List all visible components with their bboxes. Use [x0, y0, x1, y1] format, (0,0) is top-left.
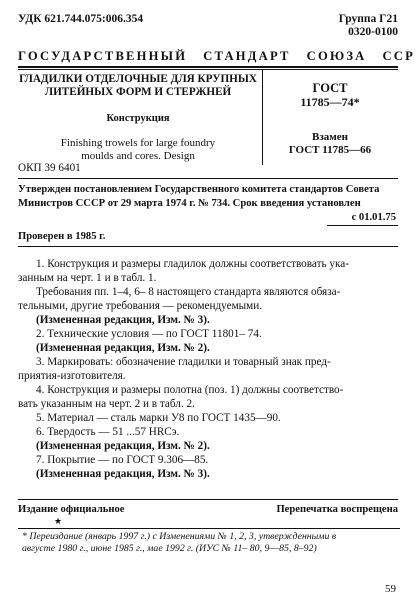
clause-1-line-2: занным на черт. 1 и в табл. 1. — [18, 272, 157, 284]
change-note-1: (Измененная редакция, Изм. № 3). — [36, 314, 210, 326]
effective-date-rule — [327, 225, 398, 226]
clause-6: 6. Твердость — 51 ...57 HRCэ. — [36, 426, 180, 438]
footnote-line-1: * Переиздание (январь 1997 г.) с Изменениями № 1, 2, 3, утвержденными в — [22, 531, 337, 542]
approval-rule — [18, 246, 398, 247]
official-edition: Издание официальное — [18, 504, 125, 515]
reprint-prohibited: Перепечатка воспрещена — [276, 504, 398, 515]
page-number: 59 — [385, 583, 396, 595]
approval-line-2: Министров СССР от 29 марта 1974 г. № 734. Срок введения установлен — [18, 198, 361, 209]
footer-rule — [18, 499, 398, 500]
section-rule — [18, 178, 398, 179]
clause-5: 5. Материал — сталь марки У8 по ГОСТ 1435—90. — [36, 412, 281, 424]
state-standard-banner: ГОСУДАРСТВЕННЫЙ СТАНДАРТ СОЮЗА ССР — [18, 49, 415, 63]
clause-1-note-line-1: Требования пп. 1–4, 6– 8 настоящего стандарта являются обяза- — [36, 286, 341, 298]
approval-line-1: Утвержден постановлением Государственного комитета стандартов Совета — [18, 184, 380, 195]
checked-year: Проверен в 1985 г. — [18, 231, 106, 242]
title-block — [18, 73, 258, 163]
okp-number: 0320-0100 — [348, 26, 398, 38]
footnote-rule — [18, 528, 400, 529]
clause-7: 7. Покрытие — по ГОСТ 9.306—85. — [36, 454, 209, 466]
replaces-label: Взамен — [312, 131, 348, 143]
title-line-1: ГЛАДИЛКИ ОТДЕЛОЧНЫЕ ДЛЯ КРУПНЫХ — [19, 73, 257, 85]
replaces-gost: ГОСТ 11785—66 — [288, 144, 372, 156]
banner-rule-thick — [18, 66, 398, 68]
clause-3-line-2: приятия-изготовителя. — [18, 370, 126, 382]
change-note-4: (Измененная редакция, Изм. № 3). — [36, 468, 210, 480]
clause-1-note-line-2: тельными, другие требования — рекомендуемыми. — [18, 300, 263, 312]
group-code: Группа Г21 — [338, 13, 398, 25]
clause-3-line-1: 3. Маркировать: обозначение гладилки и товарный знак пред- — [36, 356, 331, 368]
footnote-line-2: августе 1980 г., июне 1985 г., мае 1992 г. (ИУС № 11– 80, 9––85, 8–92) — [22, 543, 317, 554]
clause-2: 2. Технические условия — по ГОСТ 11801– 74. — [36, 328, 262, 340]
gost-label: ГОСТ — [312, 81, 348, 95]
title-english-2: moulds and cores. Design — [81, 150, 195, 162]
body-text — [18, 257, 400, 481]
clause-4-line-1: 4. Конструкция и размеры полотна (поз. 1) должны соответство- — [36, 384, 344, 396]
title-subtitle: Конструкция — [106, 113, 170, 124]
title-line-2: ЛИТЕЙНЫХ ФОРМ И СТЕРЖНЕЙ — [44, 86, 232, 98]
clause-1-line-1: 1. Конструкция и размеры гладилок должны соответствовать ука- — [36, 258, 349, 270]
effective-date: с 01.01.75 — [351, 212, 396, 223]
change-note-2: (Измененная редакция, Изм. № 2). — [36, 342, 210, 354]
okp-code: ОКП 39 6401 — [18, 162, 81, 174]
gost-number: 11785—74* — [300, 95, 360, 109]
banner-rule-thin — [18, 69, 398, 70]
change-note-3: (Измененная редакция, Изм. № 2). — [36, 440, 210, 452]
title-english-1: Finishing trowels for large foundry — [60, 137, 216, 149]
star-mark: ★ — [54, 516, 63, 526]
gost-block — [262, 81, 398, 157]
clause-4-line-2: вать указанным на черт. 2 и в табл. 2. — [18, 398, 195, 410]
udk-code: УДК 621.744.075:006.354 — [18, 13, 144, 25]
